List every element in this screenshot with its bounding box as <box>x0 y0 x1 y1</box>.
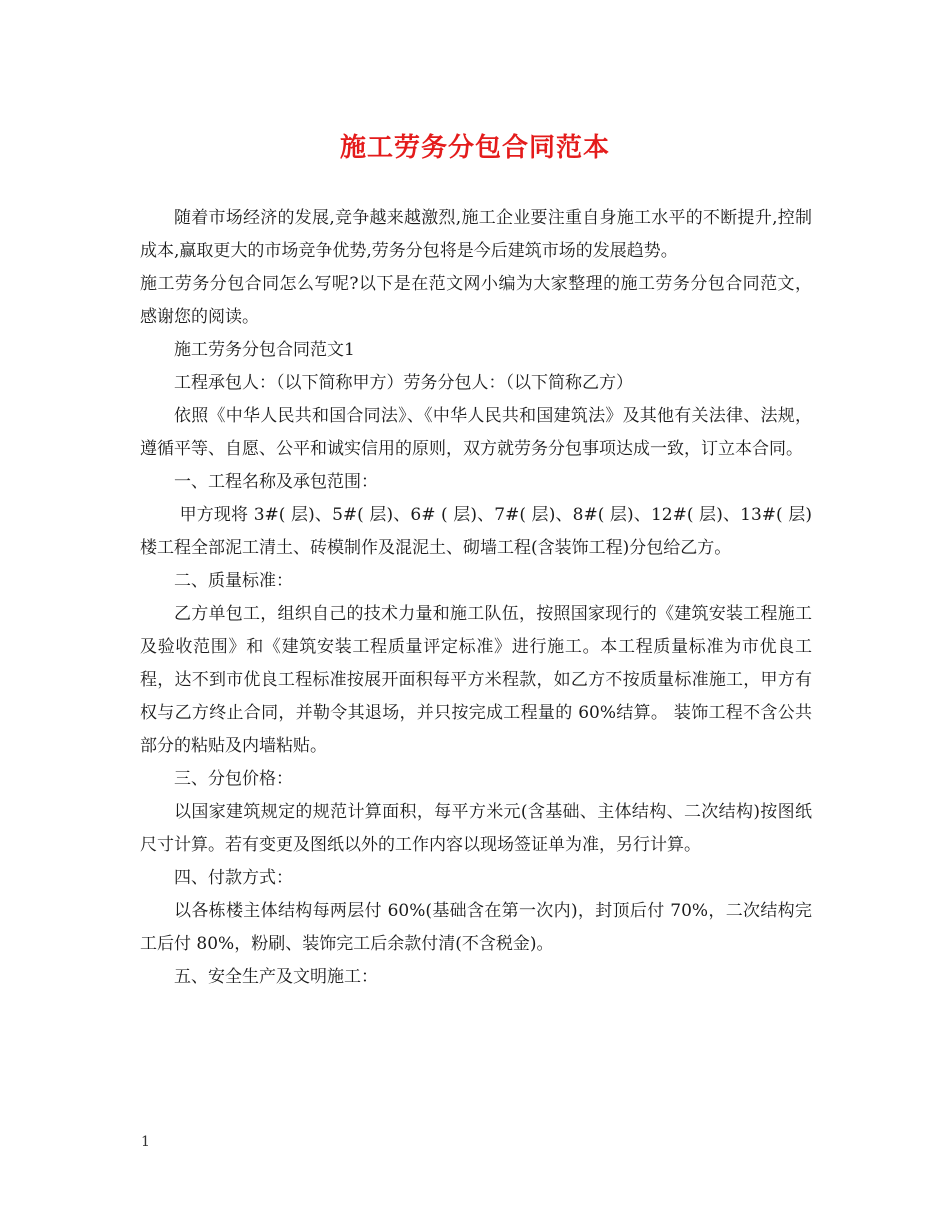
paragraph: 甲方现将 3#( 层)、5#( 层)、6# ( 层)、7#( 层)、8#( 层)、12#( 层)、13#( 层)楼工程全部泥工清土、砖模制作及混泥土、砌墙工程(含装饰工程)分包给乙方。 <box>140 505 812 558</box>
paragraph: 一、工程名称及承包范围： <box>174 472 378 492</box>
paragraph: 五、安全生产及文明施工： <box>174 967 378 987</box>
paragraph: 以国家建筑规定的规范计算面积，每平方米元(含基础、主体结构、二次结构)按图纸尺寸计算。若有变更及图纸以外的工作内容以现场签证单为准，另行计算。 <box>140 802 812 855</box>
paragraph: 乙方单包工，组织自己的技术力量和施工队伍，按照国家现行的《建筑安装工程施工及验收范围》和《建筑安装工程质量评定标准》进行施工。本工程质量标准为市优良工程，达不到市优良工程标准按展开面积每平方米程款，如乙方不按质量标准施工，甲方有权与乙方终止合同，并勒令其退场，并只按完成工程量的 60%结算。 装饰工程不含公共部分的粘贴及内墙粘贴。 <box>140 604 812 756</box>
paragraph: 三、分包价格： <box>174 769 293 789</box>
paragraph: 工程承包人：（以下简称甲方）劳务分包人：（以下简称乙方） <box>174 373 633 393</box>
document-body <box>140 202 812 994</box>
document-title: 施工劳务分包合同范本 <box>339 133 610 163</box>
paragraph: 施工劳务分包合同范文1 <box>174 340 355 360</box>
paragraph: 以各栋楼主体结构每两层付 60%(基础含在第一次内)，封顶后付 70%，二次结构完工后付 80%，粉刷、装饰完工后余款付清(不含税金)。 <box>140 901 812 954</box>
paragraph: 二、质量标准： <box>174 571 293 591</box>
paragraph: 依照《中华人民共和国合同法》、《中华人民共和国建筑法》及其他有关法律、法规，遵循平等、自愿、公平和诚实信用的原则，双方就劳务分包事项达成一致，订立本合同。 <box>140 406 812 459</box>
paragraph: 四、付款方式： <box>174 868 293 888</box>
page-number: 1 <box>141 1134 150 1150</box>
paragraph: 随着市场经济的发展,竞争越来越激烈,施工企业要注重自身施工水平的不断提升,控制成本,赢取更大的市场竞争优势,劳务分包将是今后建筑市场的发展趋势。 <box>140 208 812 261</box>
paragraph: 施工劳务分包合同怎么写呢?以下是在范文网小编为大家整理的施工劳务分包合同范文，感谢您的阅读。 <box>140 274 812 327</box>
